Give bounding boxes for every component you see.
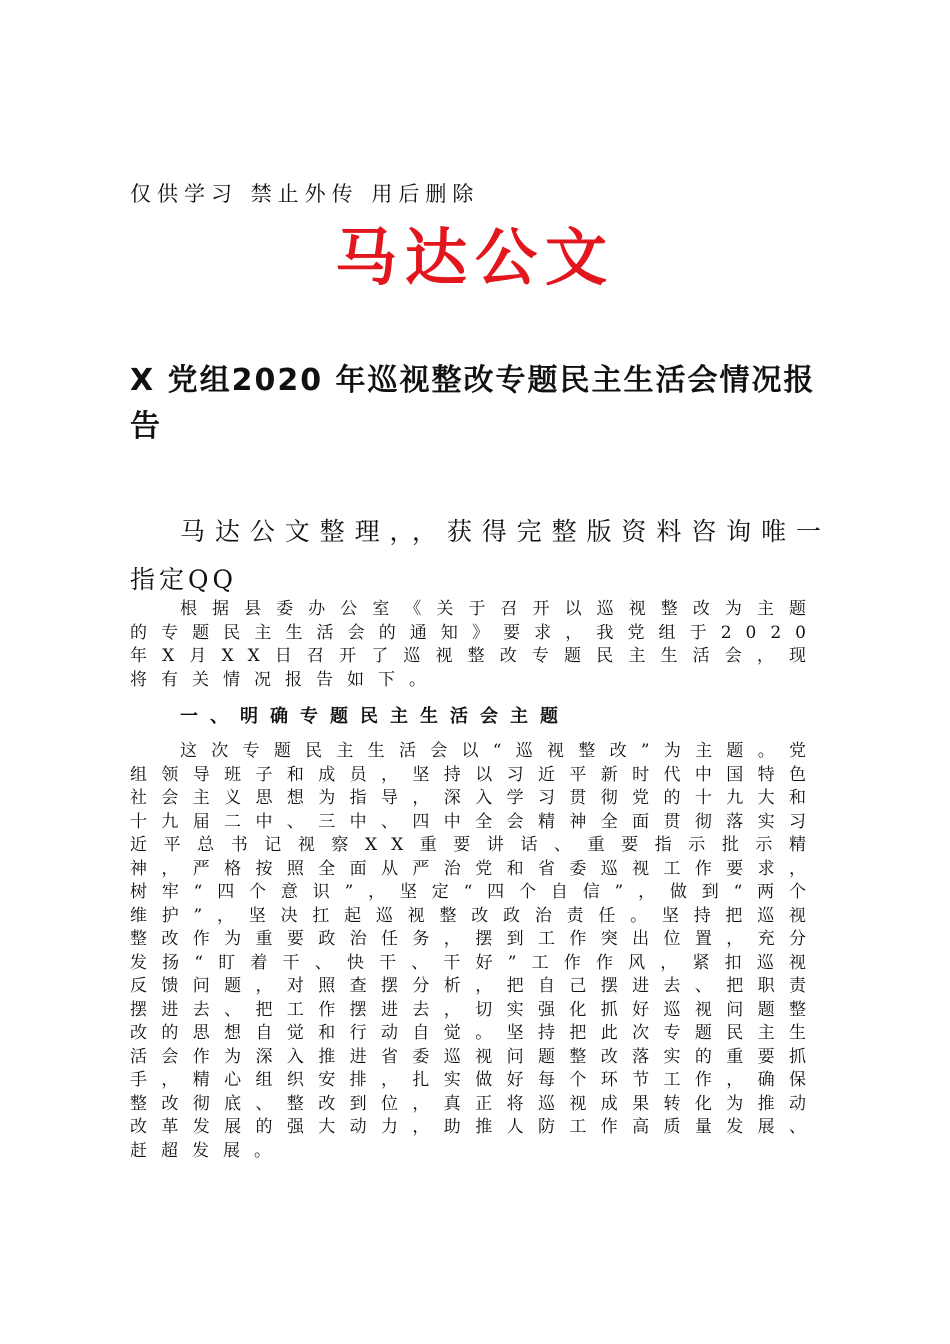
section-1-text: 这次专题民主生活会以“巡视整改”为主题。党组领导班子和成员，坚持以习近平新时代中国特色社会主义思想为指导，深入学习贯彻党的十九大和十九届二中、三中、四中全会精神全面贯彻落实习近平总书记视察XX重要讲话、重要指示批示精神，严格按照全面从严治党和省委巡视工作要求，树牢“四个意识”，坚定“四个自信”，做到“两个维护”，坚决扛起巡视整改政治责任。坚持把巡视整改作为重要政治任务，摆到工作突出位置，充分发扬“盯着干、快干、干好”工作作风，紧扣巡视反馈问题，对照查摆分析，把自己摆进去、把职责摆进去、把工作摆进去，切实强化抓好巡视问题整改的思想自觉和行动自觉。坚持把此次专题民主生活会作为深入推进省委巡视问题整改落实的重要抓手，精心组织安排，扎实做好每个环节工作，确保整改彻底、整改到位，真正将巡视成果转化为推动改革发展的强大动力，助推人防工作高质量发展、赶超发展。 xyxy=(130,741,820,1161)
document-title: X 党组2020 年巡视整改专题民主生活会情况报告 xyxy=(130,363,816,444)
intro-paragraph xyxy=(130,598,820,692)
intro-text: 根据县委办公室《关于召开以巡视整改为主题的专题民主生活会的通知》要求，我党组于2020年X月XX日召开了巡视整改专题民主生活会，现将有关情况报告如下。 xyxy=(130,599,820,690)
lead-paragraph xyxy=(130,508,825,604)
restriction-notice: 仅供学习 禁止外传 用后删除 xyxy=(130,182,480,206)
lead-line-2: 指定QQ xyxy=(130,565,237,594)
section-1-paragraph xyxy=(130,740,820,1163)
lead-line-1: 马达公文整理，，获得完整版资料咨询唯一 xyxy=(180,517,825,546)
section-heading-1: 一、明确专题民主生活会主题 xyxy=(180,706,570,727)
brand-title: 马达公文 xyxy=(334,221,615,294)
